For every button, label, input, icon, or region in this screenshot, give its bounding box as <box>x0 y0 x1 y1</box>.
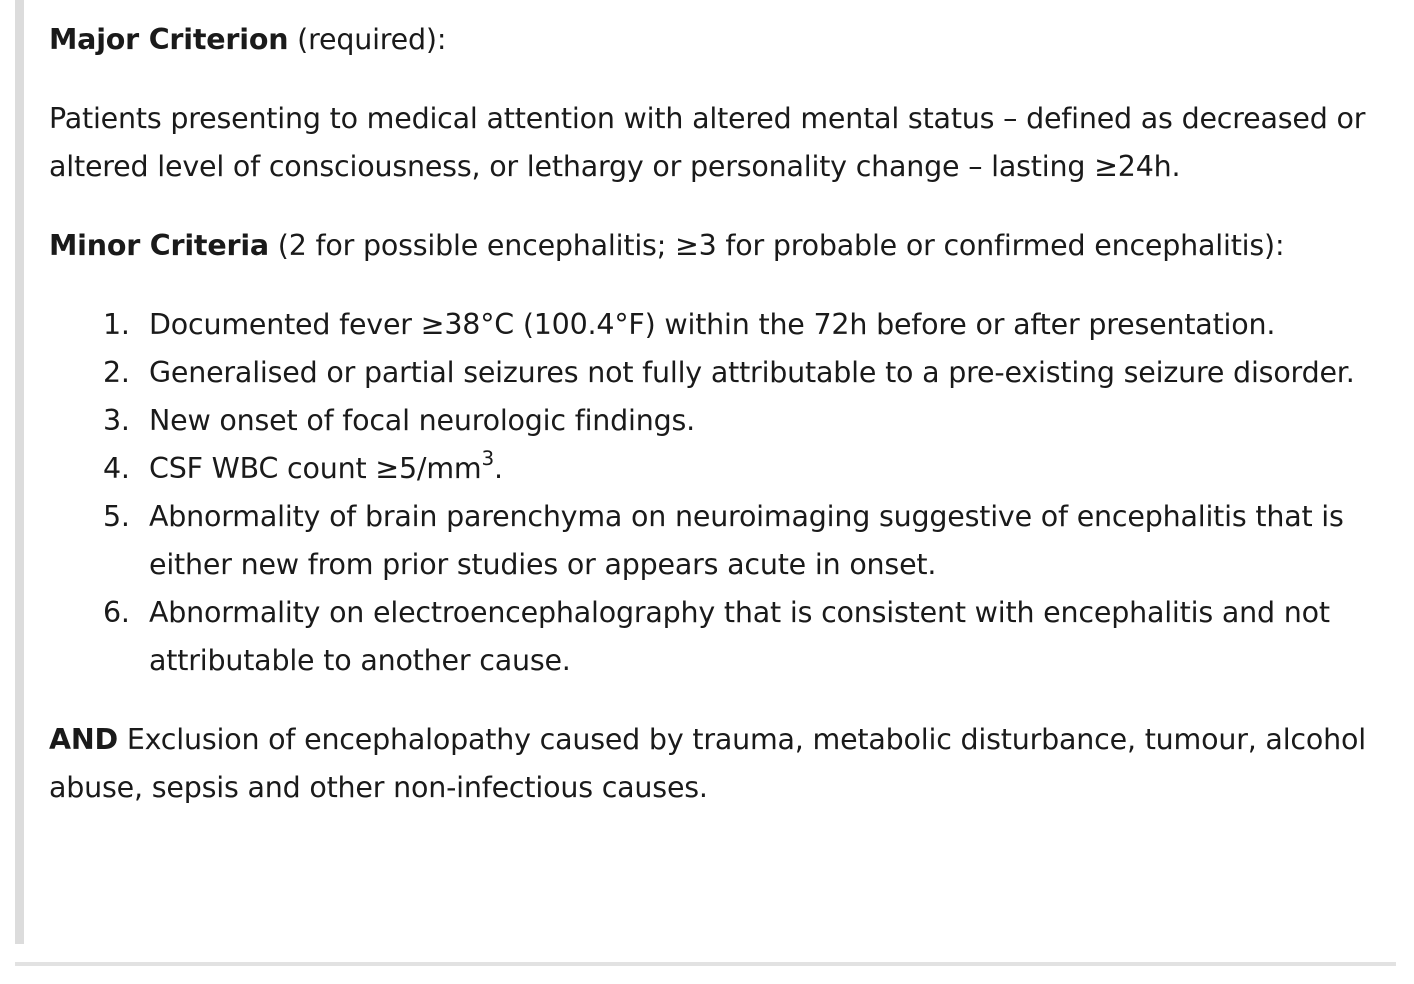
list-item-number: 2. <box>103 356 130 389</box>
list-item-number: 5. <box>103 500 130 533</box>
list-item <box>49 445 1369 493</box>
list-item-text: Documented fever ≥38°C (100.4°F) within the 72h before or after presentation. <box>149 308 1276 341</box>
major-criterion-note: (required): <box>288 23 447 56</box>
minor-criteria-note: (2 for possible encephalitis; ≥3 for probable or confirmed encephalitis): <box>268 229 1285 262</box>
list-item <box>49 349 1369 397</box>
exclusion-text: Exclusion of encephalopathy caused by trauma, metabolic disturbance, tumour, alcohol abuse, sepsis and other non-infectious causes. <box>49 723 1366 804</box>
major-criterion-heading <box>49 16 1369 64</box>
list-item-text: New onset of focal neurologic findings. <box>149 404 696 437</box>
list-item-text: Abnormality on electroencephalography that is consistent with encephalitis and not attributable to another cause. <box>149 596 1330 677</box>
criteria-content <box>49 16 1369 812</box>
superscript-exponent: 3 <box>481 445 494 470</box>
list-item <box>49 397 1369 445</box>
major-criterion-text: Patients presenting to medical attention with altered mental status – defined as decreased or altered level of consciousness, or lethargy or personality change – lasting ≥24h. <box>49 102 1366 183</box>
list-item <box>49 301 1369 349</box>
list-item <box>49 493 1369 589</box>
minor-criteria-label: Minor Criteria <box>49 229 269 262</box>
list-item-text: Generalised or partial seizures not fully attributable to a pre-existing seizure disorder. <box>149 356 1355 389</box>
exclusion-paragraph <box>49 716 1369 812</box>
minor-criteria-list <box>49 301 1369 685</box>
minor-criteria-heading <box>49 222 1369 270</box>
list-item-number: 3. <box>103 404 130 437</box>
exclusion-label: AND <box>49 723 118 756</box>
list-item-number: 1. <box>103 308 130 341</box>
list-item-number: 4. <box>103 452 130 485</box>
list-item <box>49 589 1369 685</box>
list-item-number: 6. <box>103 596 130 629</box>
list-item-text: CSF WBC count ≥5/mm <box>149 452 482 485</box>
list-item-suffix: . <box>493 452 503 485</box>
list-item-text: Abnormality of brain parenchyma on neuroimaging suggestive of encephalitis that is either new from prior studies or appears acute in onset. <box>149 500 1344 581</box>
major-criterion-label: Major Criterion <box>49 23 289 56</box>
horizontal-divider <box>15 962 1396 966</box>
